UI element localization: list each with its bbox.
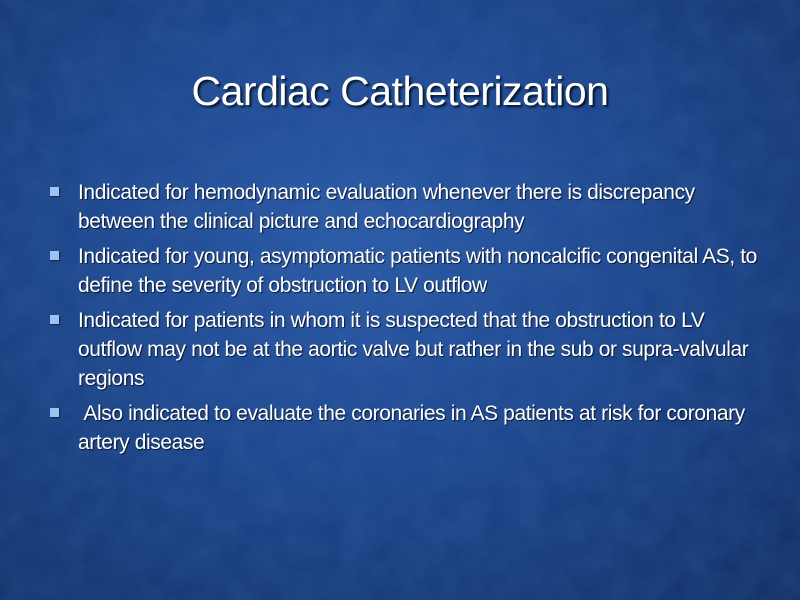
square-bullet-icon <box>50 408 59 417</box>
bullet-text: Indicated for hemodynamic evaluation whenever there is discrepancy between the clinical picture and echocardiography <box>78 181 695 233</box>
bullet-text: Indicated for patients in whom it is suspected that the obstruction to LV outflow may not be at the aortic valve but rather in the sub or supra-valvular regions <box>78 309 749 390</box>
bullet-item <box>48 399 760 457</box>
bullet-item <box>48 306 760 393</box>
bullet-item <box>48 242 760 300</box>
slide-title: Cardiac Catheterization <box>191 68 609 114</box>
bullet-text: Also indicated to evaluate the coronaries in AS patients at risk for coronary artery disease <box>78 402 751 454</box>
bullet-text: Indicated for young, asymptomatic patients with noncalcific congenital AS, to define the severity of obstruction to LV outflow <box>78 245 757 297</box>
square-bullet-icon <box>50 187 59 196</box>
bullet-list <box>48 178 760 463</box>
square-bullet-icon <box>50 315 59 324</box>
square-bullet-icon <box>50 251 59 260</box>
bullet-item <box>48 178 760 236</box>
